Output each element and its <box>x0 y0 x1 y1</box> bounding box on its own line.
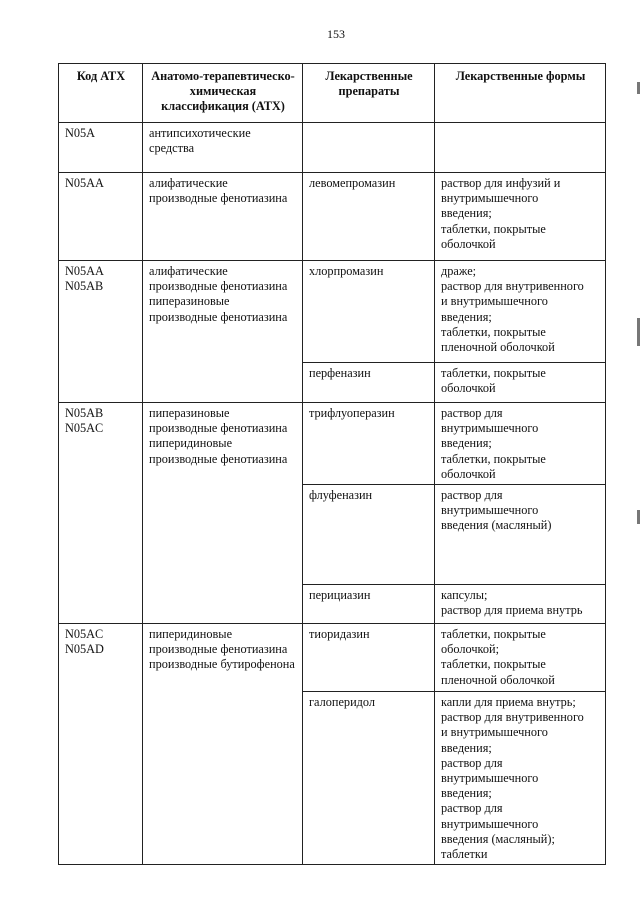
atx-classification: пиперидиновые производные фенотиазина производные бутирофенона <box>143 624 303 865</box>
header-drugs: Лекарственные препараты <box>303 64 435 123</box>
drug-forms: капли для приема внутрь; раствор для внутривенного и внутримышечного введения; раствор для внутримышечного введения; раствор для внутримышечного введения (масляный); таблетки <box>435 692 606 865</box>
table-row <box>59 624 606 692</box>
drug-name: трифлуоперазин <box>303 403 435 485</box>
drug-name: перициазин <box>303 585 435 624</box>
drug-name: хлорпромазин <box>303 261 435 363</box>
drug-name: тиоридазин <box>303 624 435 692</box>
table-header-row <box>59 64 606 123</box>
header-classification: Анатомо-терапевтическо- химическая классификация (АТХ) <box>143 64 303 123</box>
header-forms: Лекарственные формы <box>435 64 606 123</box>
drug-name: левомепромазин <box>303 173 435 261</box>
drug-name: галоперидол <box>303 692 435 865</box>
atx-table <box>58 63 606 865</box>
atx-code: N05A <box>59 123 143 173</box>
atx-code: N05AC N05AD <box>59 624 143 865</box>
atx-code: N05AA N05AB <box>59 261 143 403</box>
drug-forms: таблетки, покрытые оболочкой; таблетки, покрытые пленочной оболочкой <box>435 624 606 692</box>
drug-forms <box>435 123 606 173</box>
atx-code: N05AB N05AC <box>59 403 143 624</box>
drug-forms: капсулы; раствор для приема внутрь <box>435 585 606 624</box>
drug-forms: таблетки, покрытые оболочкой <box>435 363 606 403</box>
drug-name <box>303 123 435 173</box>
table-row <box>59 173 606 261</box>
drug-name: флуфеназин <box>303 485 435 585</box>
table-row <box>59 123 606 173</box>
atx-classification: алифатические производные фенотиазина пиперазиновые производные фенотиазина <box>143 261 303 403</box>
atx-classification: пиперазиновые производные фенотиазина пиперидиновые производные фенотиазина <box>143 403 303 624</box>
drug-forms: раствор для инфузий и внутримышечного введения; таблетки, покрытые оболочкой <box>435 173 606 261</box>
drug-forms: раствор для внутримышечного введения (масляный) <box>435 485 606 585</box>
drug-name: перфеназин <box>303 363 435 403</box>
atx-code: N05AA <box>59 173 143 261</box>
table-row <box>59 261 606 363</box>
page-number: 153 <box>327 27 345 41</box>
table-row <box>59 403 606 485</box>
header-code: Код АТХ <box>59 64 143 123</box>
drug-forms: раствор для внутримышечного введения; таблетки, покрытые оболочкой <box>435 403 606 485</box>
atx-classification: алифатические производные фенотиазина <box>143 173 303 261</box>
drug-forms: драже; раствор для внутривенного и внутримышечного введения; таблетки, покрытые пленочной оболочкой <box>435 261 606 363</box>
atx-classification: антипсихотические средства <box>143 123 303 173</box>
